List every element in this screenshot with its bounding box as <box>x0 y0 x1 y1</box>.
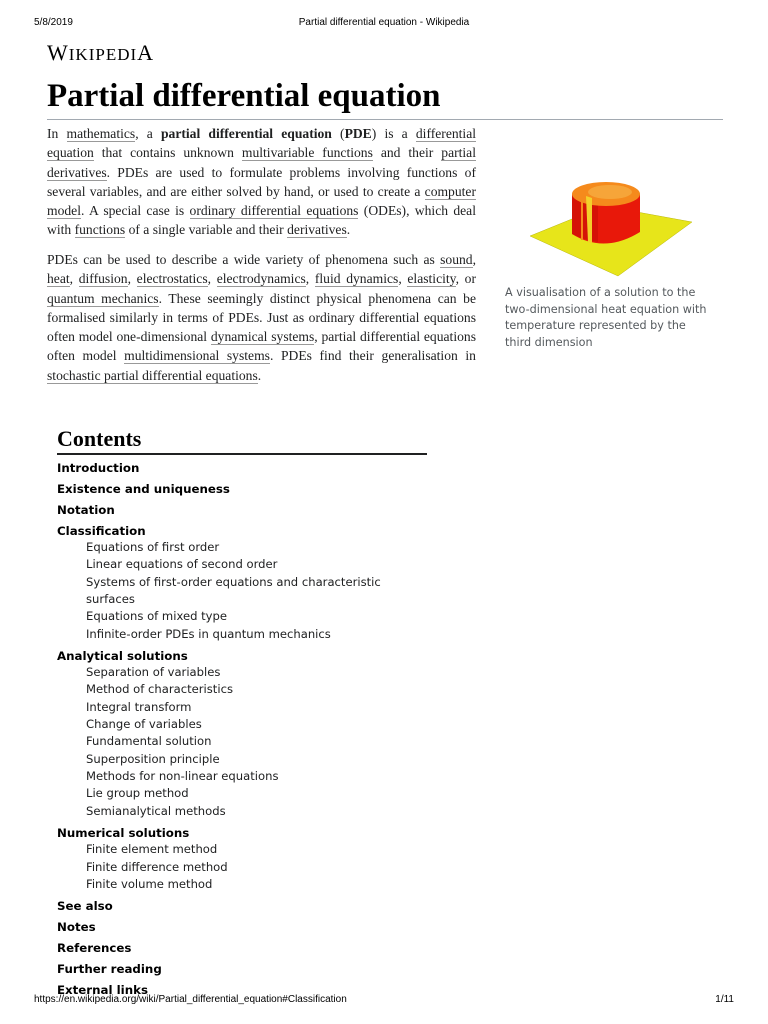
heat-equation-figure <box>500 148 710 351</box>
bold-abbr-pde: PDE <box>344 126 372 141</box>
text: ) is a <box>371 126 416 141</box>
link-electrodynamics[interactable]: electrodynamics <box>216 271 306 287</box>
link-heat[interactable]: heat <box>47 271 70 287</box>
toc-subitem[interactable]: Systems of first-order equations and characteristic surfaces <box>86 574 381 607</box>
toc-item[interactable]: External links <box>57 983 148 998</box>
link-quantum-mechanics[interactable]: quantum mechanics <box>47 290 159 306</box>
bold-term-pde: partial differential equation <box>160 126 332 141</box>
toc-subitem[interactable]: Finite volume method <box>86 876 213 891</box>
text: . <box>346 222 351 238</box>
intro-paragraph <box>47 124 476 240</box>
toc-subitem[interactable]: Equations of mixed type <box>86 609 228 624</box>
toc-subitem[interactable]: Superposition principle <box>86 751 220 766</box>
link-sound[interactable]: sound <box>440 252 473 267</box>
link-stochastic-pde[interactable]: stochastic partial differential equations <box>47 367 258 383</box>
text: , <box>69 271 79 287</box>
text: , or <box>455 271 476 287</box>
text: and their <box>372 145 442 161</box>
print-page-number: 1/11 <box>715 994 734 1005</box>
text: , <box>127 271 137 287</box>
text: . <box>257 367 262 383</box>
print-header <box>34 17 734 31</box>
toc-item[interactable]: Existence and uniqueness <box>57 482 230 496</box>
toc-item[interactable]: Further reading <box>57 962 162 977</box>
toc-subitem[interactable]: Linear equations of second order <box>86 557 278 572</box>
heat-surface-image[interactable] <box>526 148 696 278</box>
link-differential-equation[interactable]: differential equation <box>47 126 477 161</box>
heat-column-top-highlight <box>588 185 632 199</box>
text: , <box>207 271 217 287</box>
link-partial-derivatives[interactable]: partial derivatives <box>47 145 476 180</box>
toc-item[interactable]: Notes <box>57 920 96 935</box>
wikipedia-wordmark[interactable] <box>47 40 154 66</box>
page-title: Partial differential equation <box>47 74 723 120</box>
toc-item[interactable]: Numerical solutions <box>57 826 190 841</box>
link-elasticity[interactable]: elasticity <box>407 271 456 287</box>
text: , <box>472 252 476 267</box>
text: , partial differential equations often model <box>47 329 476 364</box>
link-ordinary-differential-equations[interactable]: ordinary differential equations <box>189 203 359 219</box>
toc-subitem[interactable]: Lie group method <box>86 786 189 801</box>
link-diffusion[interactable]: diffusion <box>78 271 128 287</box>
toc-list <box>57 460 427 998</box>
toc-subitem[interactable]: Integral transform <box>86 699 192 714</box>
link-multidimensional-systems[interactable]: multidimensional systems <box>124 348 270 364</box>
text: of a single variable and their <box>125 222 288 238</box>
toc-subitem[interactable]: Separation of variables <box>86 665 221 680</box>
link-multivariable-functions[interactable]: multivariable functions <box>241 145 373 161</box>
wordmark-last: A <box>137 40 155 65</box>
link-electrostatics[interactable]: electrostatics <box>136 271 208 287</box>
toc-item[interactable]: Analytical solutions <box>57 649 188 664</box>
wordmark-first: W <box>47 40 69 65</box>
toc-subitem[interactable]: Finite difference method <box>86 859 228 874</box>
link-mathematics[interactable]: mathematics <box>66 126 136 141</box>
toc-subitem[interactable]: Fundamental solution <box>86 734 212 749</box>
text: , <box>398 271 408 287</box>
text: ( <box>331 126 345 141</box>
print-page-title: Partial differential equation - Wikipedia <box>298 17 470 28</box>
text: . These seemingly distinct physical phenomena can be formalised similarly in terms of PDEs. Just as ordinary differential equations often model one-dimensional <box>47 290 476 345</box>
toc-subitem[interactable]: Methods for non-linear equations <box>86 769 279 784</box>
figure-caption: A visualisation of a solution to the two-dimensional heat equation with temperature represented by the third dimension <box>505 286 707 349</box>
text: that contains unknown <box>93 145 242 161</box>
toc-subitem[interactable]: Infinite-order PDEs in quantum mechanics <box>86 626 331 641</box>
text: . PDEs find their generalisation in <box>269 348 476 364</box>
text: . PDEs are used to formulate problems involving functions of several variables, and are either solved by hand, or used to create a <box>47 164 476 199</box>
toc-subgroup <box>57 539 427 643</box>
link-derivatives[interactable]: derivatives <box>287 222 347 238</box>
table-of-contents <box>57 425 427 998</box>
toc-subitem[interactable]: Method of characteristics <box>86 682 233 697</box>
print-footer <box>34 994 734 1008</box>
toc-sublist <box>57 841 427 893</box>
print-date: 5/8/2019 <box>34 17 73 28</box>
toc-item[interactable]: References <box>57 941 132 956</box>
toc-sublist <box>57 539 427 643</box>
link-functions[interactable]: functions <box>74 222 126 238</box>
text: (ODEs), which deal with <box>47 203 476 238</box>
toc-item[interactable]: Notation <box>57 503 115 517</box>
toc-heading: Contents <box>57 425 427 455</box>
wordmark-rest: IKIPEDI <box>68 45 138 64</box>
toc-subgroup <box>57 664 427 820</box>
link-fluid-dynamics[interactable]: fluid dynamics <box>314 271 399 287</box>
print-url: https://en.wikipedia.org/wiki/Partial_differential_equation#Classification <box>34 994 347 1005</box>
toc-item[interactable]: See also <box>57 899 113 914</box>
text: . A special case is <box>80 203 190 219</box>
text: , <box>305 271 315 287</box>
text: PDEs can be used to describe a wide variety of phenomena such as <box>47 252 441 267</box>
text: , a <box>135 126 161 141</box>
toc-subgroup <box>57 841 427 893</box>
phenomena-paragraph <box>47 250 476 385</box>
toc-sublist <box>57 664 427 820</box>
toc-subitem[interactable]: Equations of first order <box>86 540 220 554</box>
toc-subitem[interactable]: Semianalytical methods <box>86 803 226 818</box>
toc-subitem[interactable]: Finite element method <box>86 842 218 857</box>
toc-item[interactable]: Introduction <box>57 461 140 475</box>
text: In <box>47 126 67 141</box>
toc-subitem[interactable]: Change of variables <box>86 717 202 732</box>
link-computer-model[interactable]: computer model <box>47 183 476 219</box>
toc-item[interactable]: Classification <box>57 524 146 538</box>
link-dynamical-systems[interactable]: dynamical systems <box>210 329 315 345</box>
